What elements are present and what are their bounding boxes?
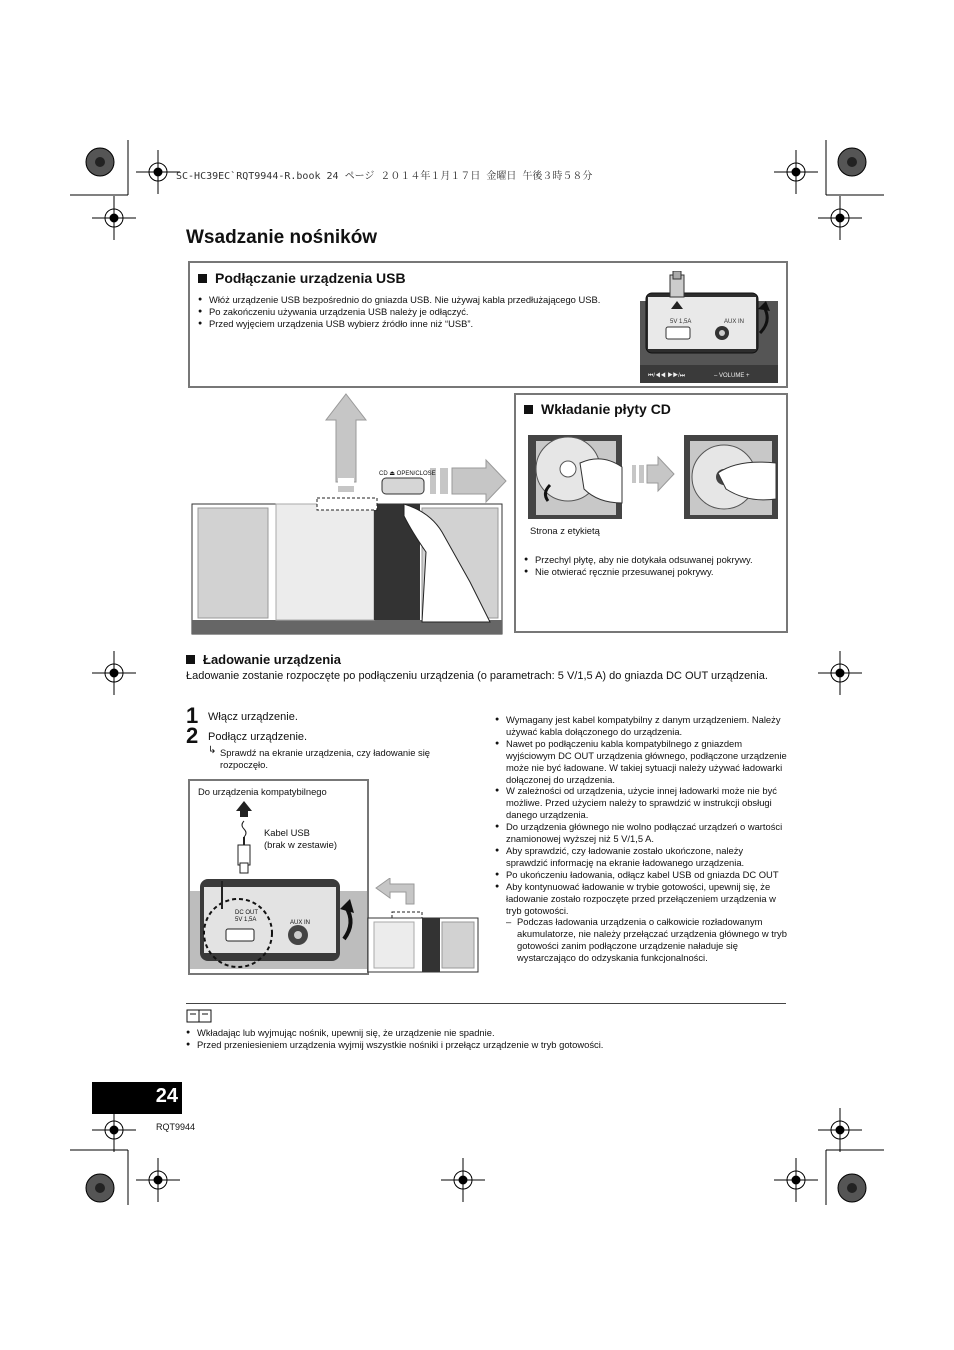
cd-section-box — [514, 393, 788, 633]
notes-divider — [186, 1003, 786, 1004]
charging-bullet: ● Aby kontynuować ładowanie w trybie gotowości, upewnij się, że ładowanie zostało rozpoczęte przed przełączeniem urządzenia w tryb gotowości. — [495, 881, 787, 917]
usb-bullet: ● Włóż urządzenie USB bezpośrednio do gniazda USB. Nie używaj kabla przedłużającego USB. — [198, 294, 618, 306]
usb-bullet: ● Przed wyjęciem urządzenia USB wybierz źródło inne niż “USB”. — [198, 318, 618, 330]
step-text: Podłącz urządzenie. — [208, 731, 308, 743]
usb-port-illustration — [640, 271, 778, 383]
open-close-button-label: CD ⏏ OPEN/CLOSE — [379, 471, 436, 477]
step-number: 2 — [186, 723, 199, 748]
usb-heading: Podłączanie urządzenia USB — [198, 270, 406, 286]
volume-label: – VOLUME + — [714, 373, 750, 379]
note-book-icon — [186, 1008, 214, 1024]
label-side-caption: Strona z etykietą — [530, 525, 600, 536]
unit-side-illustration — [366, 878, 480, 974]
aux-label: AUX IN — [724, 319, 745, 325]
step-number: 1 — [186, 703, 199, 728]
usb-section-box — [188, 261, 788, 388]
unit-front-illustration — [190, 392, 510, 640]
step-note: ↳ Sprawdź na ekranie urządzenia, czy ładowanie się rozpoczęło. — [208, 745, 431, 770]
aux-in-label: AUX IN — [290, 920, 311, 926]
cd-bullet: ● Przechyl płytę, aby nie dotykała odsuwanej pokrywy. — [524, 554, 784, 566]
notes-list — [186, 1027, 786, 1051]
dc-out-port-label: DC OUT 5V 1,5A — [235, 910, 258, 923]
cd-heading: Wkładanie płyty CD — [524, 401, 671, 417]
cd-insert-illustration — [528, 433, 778, 521]
page-number-tab — [92, 1082, 182, 1114]
cd-bullets — [524, 554, 784, 578]
charging-bullet: ● Wymagany jest kabel kompatybilny z danym urządzeniem. Należy używać kabla dołączonego do urządzenia. — [495, 714, 787, 738]
charging-bullets — [495, 714, 787, 964]
charging-heading: Ładowanie urządzenia — [186, 652, 341, 667]
charging-sub-bullet: – Podczas ładowania urządzenia o całkowicie rozładowanym akumulatorze, nie należy przełączać urządzenia głównego w tryb gotowości zanim podłączone urządzenie naładuje się wystarczająco do odzyskania funkcjonalności. — [495, 916, 787, 964]
document-code: RQT9944 — [156, 1122, 196, 1132]
step-text: Włącz urządzenie. — [208, 711, 298, 723]
page-number: 24 — [155, 1085, 178, 1107]
transport-buttons-label: ⏮/◀◀ ▶▶/⏭ — [648, 373, 686, 379]
result-arrow-icon: ↳ — [208, 745, 217, 756]
charging-bullet: ● W zależności od urządzenia, użycie innej ładowarki może nie być możliwe. Przed użyciem należy to sprawdzić w instrukcji obsługi danego urządzenia. — [495, 785, 787, 821]
charging-intro: Ładowanie zostanie rozpoczęte po podłączeniu urządzenia (o parametrach: 5 V/1,5 A) do gniazda DC OUT urządzenia. — [186, 670, 768, 682]
charging-bullet: ● Nawet po podłączeniu kabla kompatybilnego z gniazdem wyjściowym DC OUT urządzenia głównego, podłączone urządzenie może nie być ładowane. W takiej sytuacji należy używać ładowarki dołączonej do urządzenia. — [495, 738, 787, 786]
charging-bullet: ● Po ukończeniu ładowania, odłącz kabel USB od gniazda DC OUT — [495, 869, 787, 881]
print-header-line: SC-HC39EC`RQT9944-R.book 24 ページ ２０１４年１月１７日 金曜日 午後３時５８分 — [176, 171, 593, 182]
charging-bullet: ● Do urządzenia głównego nie wolno podłączać urządzeń o wartości znamionowej wyższej niż 5 V/1,5 A. — [495, 821, 787, 845]
usb-cable-label: Kabel USB (brak w zestawie) — [264, 827, 337, 850]
device-target-label: Do urządzenia kompatybilnego — [198, 786, 327, 797]
charging-diagram-box — [188, 779, 369, 975]
note-item: ● Przed przeniesieniem urządzenia wyjmij wszystkie nośniki i przełącz urządzenie w tryb gotowości. — [186, 1039, 786, 1051]
note-item: ● Wkładając lub wyjmując nośnik, upewnij się, że urządzenie nie spadnie. — [186, 1027, 786, 1039]
usb-bullets — [198, 294, 618, 330]
charging-cable-illustration — [190, 799, 367, 973]
cd-bullet: ● Nie otwierać ręcznie przesuwanej pokrywy. — [524, 566, 784, 578]
port-label: 5V 1,5A — [670, 319, 692, 325]
charging-bullet: ● Aby sprawdzić, czy ładowanie zostało ukończone, należy sprawdzić informację na ekranie ładowanego urządzenia. — [495, 845, 787, 869]
usb-bullet: ● Po zakończeniu używania urządzenia USB należy je odłączyć. — [198, 306, 618, 318]
page-title: Wsadzanie nośników — [186, 227, 378, 248]
